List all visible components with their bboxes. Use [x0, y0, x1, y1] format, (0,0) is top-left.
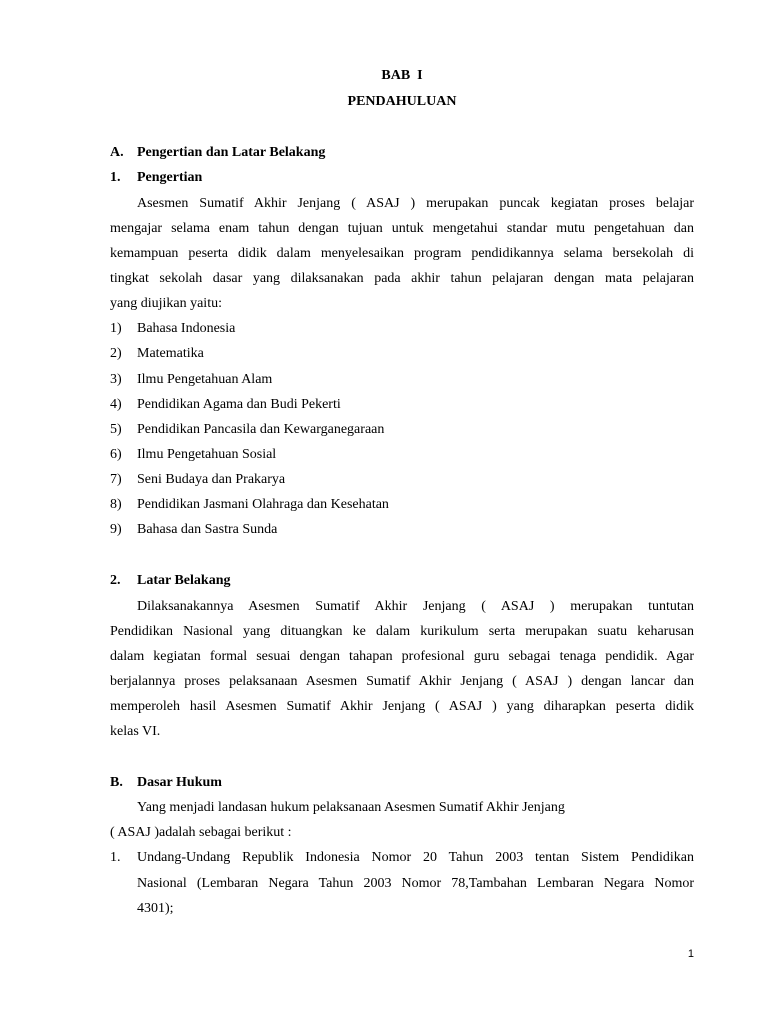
- list-item-number: 6): [110, 447, 122, 462]
- list-item-number: 4): [110, 397, 122, 412]
- law-list-item-line: Nasional (Lembaran Negara Tahun 2003 Nomor 78,Tambahan Lembaran Negara Nomor: [137, 876, 694, 891]
- list-item: Matematika: [137, 346, 204, 361]
- paragraph-line: berjalannya proses pelaksanaan Asesmen Sumatif Akhir Jenjang ( ASAJ ) dengan lancar dan: [110, 674, 694, 689]
- list-item-number: 3): [110, 372, 122, 387]
- paragraph-line: yang diujikan yaitu:: [110, 296, 222, 311]
- subsection-2-number: 2.: [110, 573, 121, 588]
- list-item: Pendidikan Jasmani Olahraga dan Kesehatan: [137, 497, 389, 512]
- section-a-heading: Pengertian dan Latar Belakang: [137, 145, 326, 160]
- paragraph-line: Yang menjadi landasan hukum pelaksanaan Asesmen Sumatif Akhir Jenjang: [137, 800, 565, 815]
- paragraph-line: dalam kegiatan formal sesuai dengan tahapan profesional guru sebagai tenaga pendidik. Agar: [110, 649, 694, 664]
- list-item-number: 7): [110, 472, 122, 487]
- list-item-number: 8): [110, 497, 122, 512]
- section-a-letter: A.: [110, 145, 124, 160]
- law-list-number: 1.: [110, 850, 121, 865]
- subsection-1-number: 1.: [110, 170, 121, 185]
- law-list-item-line: Undang-Undang Republik Indonesia Nomor 20 Tahun 2003 tentan Sistem Pendidikan: [137, 850, 694, 865]
- list-item: Ilmu Pengetahuan Alam: [137, 372, 273, 387]
- paragraph-line: tingkat sekolah dasar yang dilaksanakan pada akhir tahun pelajaran dengan mata pelajaran: [110, 271, 694, 286]
- page-title: PENDAHULUAN: [347, 94, 457, 109]
- paragraph-line: ( ASAJ )adalah sebagai berikut :: [110, 825, 292, 840]
- paragraph-line: Dilaksanakannya Asesmen Sumatif Akhir Jenjang ( ASAJ ) merupakan tuntutan: [137, 599, 694, 614]
- list-item-number: 1): [110, 321, 122, 336]
- page-number: 1: [687, 948, 694, 960]
- list-item: Bahasa Indonesia: [137, 321, 236, 336]
- paragraph-line: mengajar selama enam tahun dengan tujuan untuk mengetahui standar mutu pengetahuan dan: [110, 221, 694, 236]
- paragraph-line: Asesmen Sumatif Akhir Jenjang ( ASAJ ) merupakan puncak kegiatan proses belajar: [137, 196, 694, 211]
- paragraph-line: kelas VI.: [110, 724, 161, 739]
- section-b-letter: B.: [110, 775, 123, 790]
- paragraph-line: memperoleh hasil Asesmen Sumatif Akhir Jenjang ( ASAJ ) yang diharapkan peserta didik: [110, 699, 694, 714]
- paragraph-line: kemampuan peserta didik dalam menyelesaikan program pendidikannya selama bersekolah di: [110, 246, 694, 261]
- list-item-number: 5): [110, 422, 122, 437]
- list-item: Ilmu Pengetahuan Sosial: [137, 447, 277, 462]
- list-item: Seni Budaya dan Prakarya: [137, 472, 286, 487]
- section-b-heading: Dasar Hukum: [137, 775, 222, 790]
- list-item: Pendidikan Pancasila dan Kewarganegaraan: [137, 422, 385, 437]
- chapter-label: BAB I: [381, 68, 423, 83]
- list-item-number: 9): [110, 522, 122, 537]
- list-item: Pendidikan Agama dan Budi Pekerti: [137, 397, 341, 412]
- subsection-1-heading: Pengertian: [137, 170, 203, 185]
- list-item: Bahasa dan Sastra Sunda: [137, 522, 278, 537]
- list-item-number: 2): [110, 346, 122, 361]
- law-list-item-line: 4301);: [137, 901, 174, 916]
- paragraph-line: Pendidikan Nasional yang dituangkan ke dalam kurikulum serta merupakan suatu keharusan: [110, 624, 694, 639]
- subsection-2-heading: Latar Belakang: [137, 573, 231, 588]
